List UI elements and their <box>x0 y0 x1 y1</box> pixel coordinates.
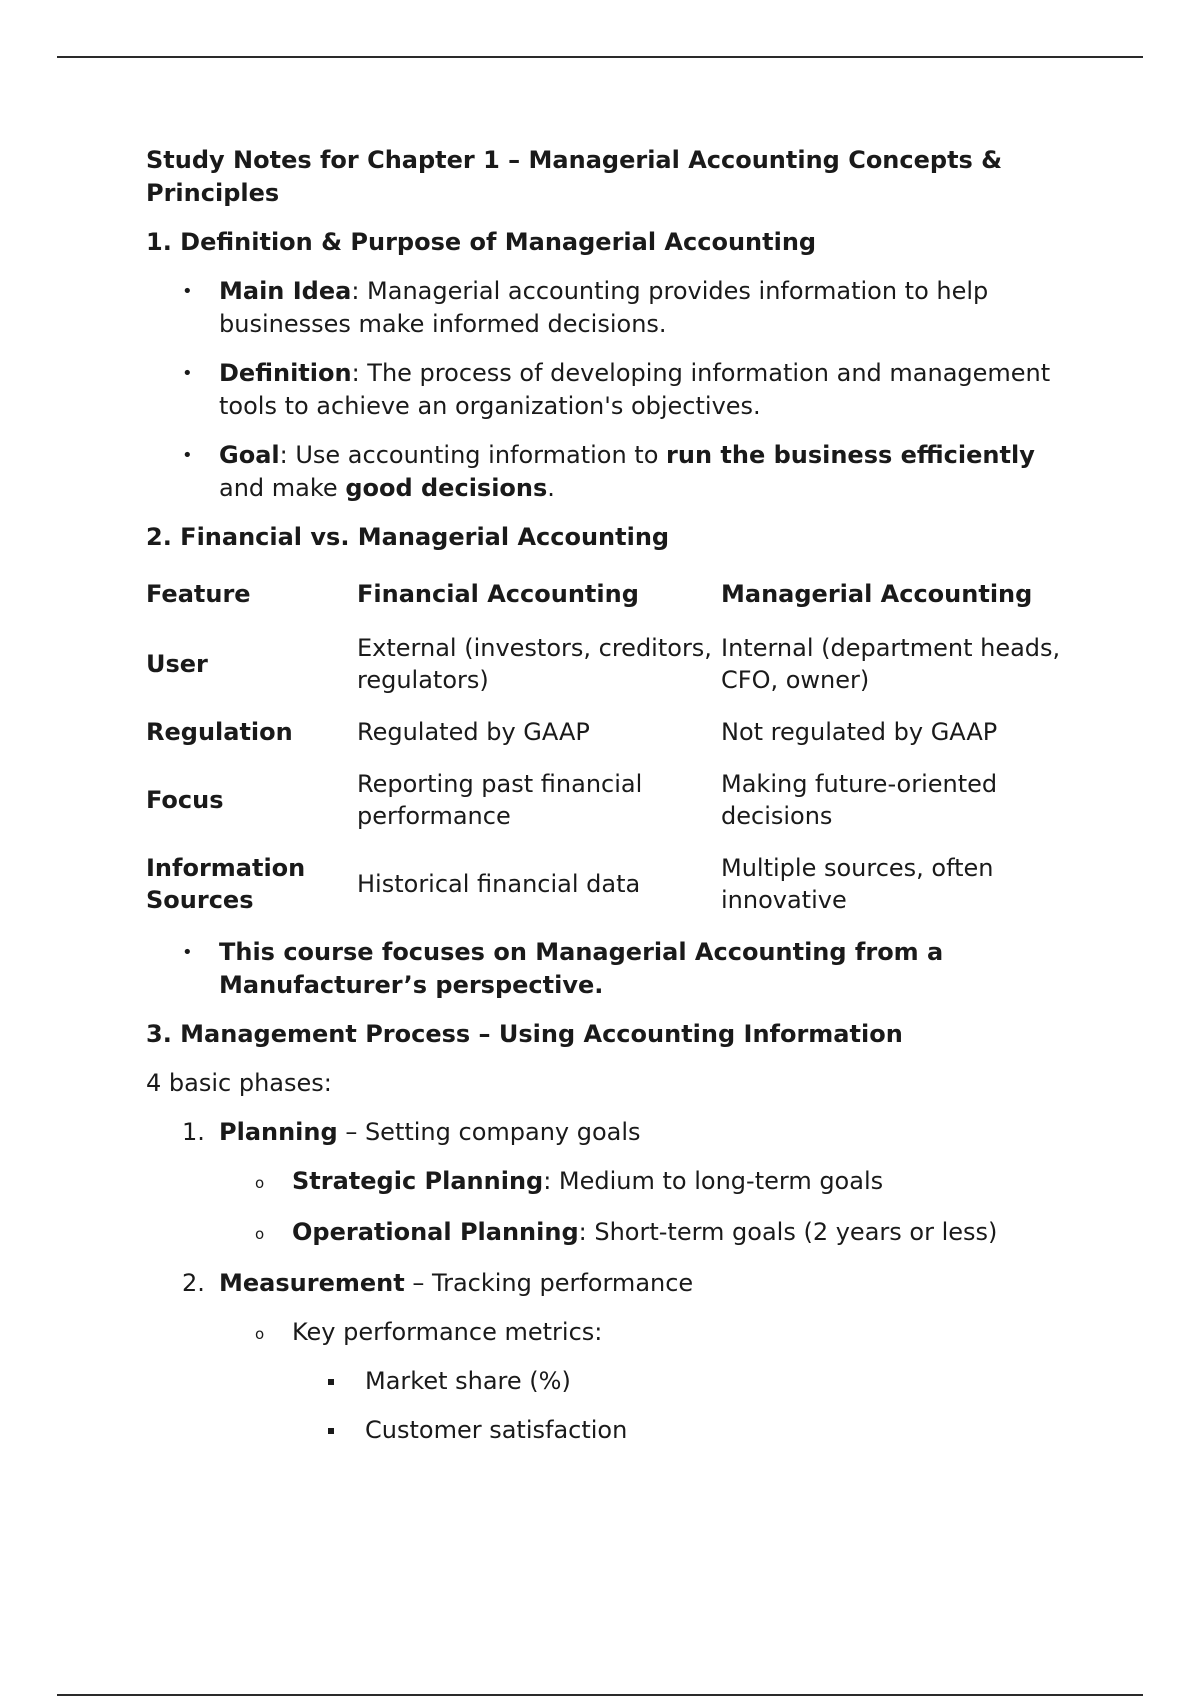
goal-text-3: . <box>547 474 555 502</box>
goal-text-1: : Use accounting information to <box>279 441 667 469</box>
planning-sub-list <box>219 1165 1086 1249</box>
table-row-label: User <box>146 650 208 678</box>
definition-label: Definition <box>219 359 352 387</box>
sub-item-label: Operational Planning <box>292 1218 579 1246</box>
header-rule <box>57 56 1143 58</box>
table-row <box>145 624 1085 708</box>
table-row-label: Focus <box>146 786 224 814</box>
table-cell: Reporting past financial performance <box>357 770 643 830</box>
goal-bold-2: good decisions <box>345 474 548 502</box>
table-row-label: Information Sources <box>146 854 306 914</box>
table-cell: Multiple sources, often innovative <box>721 854 994 914</box>
section-1-bullets <box>146 275 1086 505</box>
sub-item-text: Key performance metrics: <box>292 1318 603 1346</box>
table-row-label: Regulation <box>146 718 293 746</box>
metric-item <box>292 1414 1086 1447</box>
definition-text: : The process of developing information and management tools to achieve an organization's objectives. <box>219 359 1051 420</box>
table-cell: Making future-oriented decisions <box>721 770 998 830</box>
table-cell: Regulated by GAAP <box>357 718 590 746</box>
document-title: Study Notes for Chapter 1 – Managerial Accounting Concepts & Principles <box>146 146 1003 207</box>
bullet-goal <box>146 439 1086 505</box>
phase-desc: – Tracking performance <box>404 1269 694 1297</box>
table-row <box>145 708 1085 760</box>
table-cell: Historical financial data <box>357 870 641 898</box>
section-2-heading: 2. Financial vs. Managerial Accounting <box>146 523 670 551</box>
phase-measurement <box>146 1267 1086 1447</box>
document-body <box>146 144 1086 1465</box>
sub-bullet-icon: o <box>255 1325 265 1343</box>
bullet-definition <box>146 357 1086 423</box>
section-2-note-list <box>146 936 1086 1002</box>
phases-intro: 4 basic phases: <box>146 1069 332 1097</box>
phase-label: Measurement <box>219 1269 405 1297</box>
sub-bullet-icon: o <box>255 1174 265 1192</box>
sub-item-operational <box>219 1216 1086 1249</box>
metric-text: Customer satisfaction <box>365 1416 628 1444</box>
goal-text-2: and make <box>219 474 346 502</box>
sub-item-text: : Short-term goals (2 years or less) <box>578 1218 998 1246</box>
sub-bullet-icon: o <box>255 1225 265 1243</box>
table-row <box>145 760 1085 844</box>
phase-desc: – Setting company goals <box>337 1118 641 1146</box>
metric-text: Market share (%) <box>365 1367 571 1395</box>
table-cell: Not regulated by GAAP <box>721 718 998 746</box>
metric-item <box>292 1365 1086 1398</box>
sub-item-metrics <box>219 1316 1086 1447</box>
sub-item-strategic <box>219 1165 1086 1198</box>
table-header-cell: Financial Accounting <box>357 580 639 608</box>
phase-label: Planning <box>219 1118 338 1146</box>
bullet-icon: • <box>182 363 193 384</box>
table-cell: Internal (department heads, CFO, owner) <box>721 634 1061 694</box>
bullet-main-idea <box>146 275 1086 341</box>
sub-item-label: Strategic Planning <box>292 1167 544 1195</box>
main-idea-text: : Managerial accounting provides information to help businesses make informed decisions. <box>219 277 989 338</box>
phase-number: 2. <box>182 1269 205 1297</box>
square-bullet-icon <box>328 1428 334 1434</box>
table-cell: External (investors, creditors, regulators) <box>357 634 712 694</box>
goal-bold-1: run the business efficiently <box>666 441 1035 469</box>
section-1-heading: 1. Definition & Purpose of Managerial Accounting <box>146 228 817 256</box>
square-bullet-icon <box>328 1379 334 1385</box>
table-header-cell: Feature <box>146 580 251 608</box>
phase-planning <box>146 1116 1086 1249</box>
table-header-cell: Managerial Accounting <box>721 580 1033 608</box>
bullet-icon: • <box>182 942 193 963</box>
bullet-icon: • <box>182 445 193 466</box>
table-row <box>145 844 1085 928</box>
bullet-icon: • <box>182 281 193 302</box>
main-idea-label: Main Idea <box>219 277 352 305</box>
comparison-table <box>145 570 1085 928</box>
table-header-row <box>145 570 1085 624</box>
goal-label: Goal <box>219 441 280 469</box>
phases-list <box>146 1116 1086 1447</box>
sub-item-text: : Medium to long-term goals <box>543 1167 884 1195</box>
measurement-sub-list <box>219 1316 1086 1447</box>
bullet-course-focus <box>146 936 1086 1002</box>
section-3-heading: 3. Management Process – Using Accounting Information <box>146 1020 903 1048</box>
metrics-list <box>292 1365 1086 1447</box>
phase-number: 1. <box>182 1118 205 1146</box>
footer-rule <box>57 1694 1143 1696</box>
course-focus-note: This course focuses on Managerial Accounting from a Manufacturer’s perspective. <box>219 938 944 999</box>
